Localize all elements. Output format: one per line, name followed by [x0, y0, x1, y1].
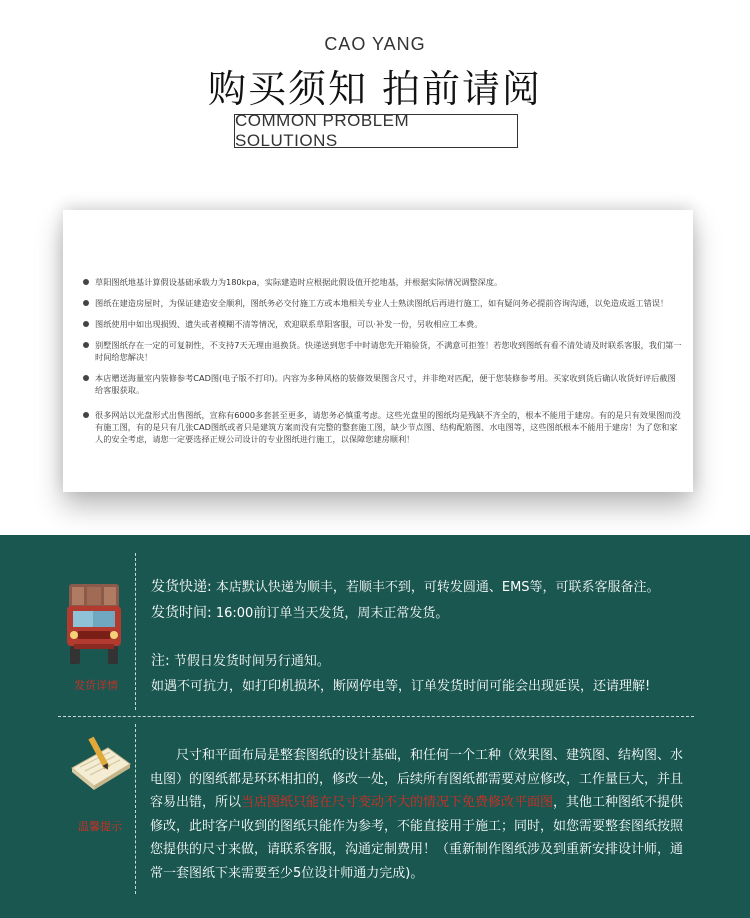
note-item	[83, 276, 683, 288]
page-title: 购买须知 拍前请阅	[207, 67, 543, 111]
ship-line-express	[151, 576, 660, 596]
divider-horizontal	[58, 716, 694, 717]
note-item	[83, 372, 683, 396]
brand-name: CAO YANG	[324, 34, 426, 54]
notepad-pencil-icon	[68, 734, 134, 798]
ship-line-note	[151, 650, 330, 670]
bullet-icon	[83, 342, 89, 348]
note-item	[83, 339, 683, 363]
notes-paper	[63, 210, 693, 492]
note-item	[83, 318, 683, 330]
ship-time-key: 发货时间:	[151, 605, 212, 621]
divider-vertical	[135, 724, 136, 894]
note-text: 草阳图纸地基计算假设基础承载力为180kpa，实际建造时应根据此假设值开挖地基，并根据实际情况调整深度。	[95, 277, 503, 287]
note-text: 图纸在建造房屋时，为保证建造安全顺利，图纸务必交付施工方或本地相关专业人士熟读图纸后再进行施工，如有疑问务必提前咨询沟通，以免造成返工错误！	[95, 298, 669, 308]
tips-highlight: 当店图纸只能在尺寸变动不大的情况下免费修改平面图	[241, 795, 554, 810]
truck-icon	[64, 582, 124, 672]
ship-time-value: 16:00前订单当天发货，周末正常发货。	[215, 606, 449, 621]
tips-text-part1: 尺寸和平面布局是整套图纸的设计基础，和任何一个工种（效果图、建筑图、结构图、水电图）的图纸都是环环相扣的，修改一处，后续所有图纸都需要对应修改，工作量巨大，并且容易出错，所以	[150, 748, 684, 810]
ship-line-delay	[151, 675, 650, 694]
note-item	[83, 297, 683, 309]
bullet-icon	[83, 279, 89, 285]
ship-note-key: 注:	[151, 653, 170, 669]
bullet-icon	[83, 300, 89, 306]
note-text: 别墅图纸存在一定的可复制性，不支持7天无理由退换货。快递送到您手中时请您先开箱验货，不满意可拒签！若您收到图纸有看不清处请及时联系客服，我们第一时间给您解决！	[95, 340, 682, 362]
bullet-icon	[83, 321, 89, 327]
ship-line-time	[151, 602, 448, 622]
tips-text-part2: ，其他工种图纸不提供修改，此时客户收到的图纸只能作为参考，不能直接用于施工；同时，如您需要整套图纸按照您提供的尺寸来做，请联系客服，沟通定制费用！（重新制作图纸涉及到重新安排设计师，通常一套图纸下来需要至少5位设计师通力完成)。	[150, 795, 684, 881]
bullet-icon	[83, 375, 89, 381]
notes-list	[83, 276, 683, 454]
ship-delay-text: 如遇不可抗力，如打印机损坏，断网停电等，订单发货时间可能会出现延误，还请理解!	[151, 679, 651, 694]
bullet-icon	[83, 412, 89, 418]
subtitle-box	[234, 111, 518, 150]
ship-express-value: 本店默认快递为顺丰，若顺丰不到，可转发圆通、EMS等，可联系客服备注。	[215, 580, 660, 595]
tips-label: 温馨提示	[78, 820, 122, 833]
ship-note-value: 节假日发货时间另行通知。	[173, 654, 330, 669]
note-item	[83, 409, 683, 445]
subtitle-text: COMMON PROBLEM SOLUTIONS	[235, 111, 410, 150]
note-text: 很多网站以光盘形式出售图纸，宣称有6000多套甚至更多，请您务必慎重考虑。这些光盘里的图纸均是残缺不齐全的，根本不能用于建房。有的是只有效果图而没有施工图，有的是只有几张CAD图纸或者只是建筑方案而没有完整的整套施工图，缺少节点图、结构配筋图、水电图等，这些图纸根本不能用于建房！为了您和家人的安全考虑，请您一定要选择正规公司设计的专业图纸进行施工，以保障您建房顺利！	[95, 410, 681, 444]
shipping-label: 发货详情	[74, 679, 118, 692]
note-text: 本店赠送海量室内装修参考CAD图(电子版不打印)。内容为多种风格的装修效果图含尺寸，并非绝对匹配，便于您装修参考用。买家收到货后确认收货好评后截图给客服获取。	[95, 373, 676, 395]
tips-paragraph	[150, 744, 686, 885]
ship-express-key: 发货快递:	[151, 579, 212, 595]
note-text: 图纸使用中如出现损毁、遗失或者模糊不清等情况，欢迎联系草阳客服，可以·补发一份，另收相应工本费。	[95, 319, 483, 329]
